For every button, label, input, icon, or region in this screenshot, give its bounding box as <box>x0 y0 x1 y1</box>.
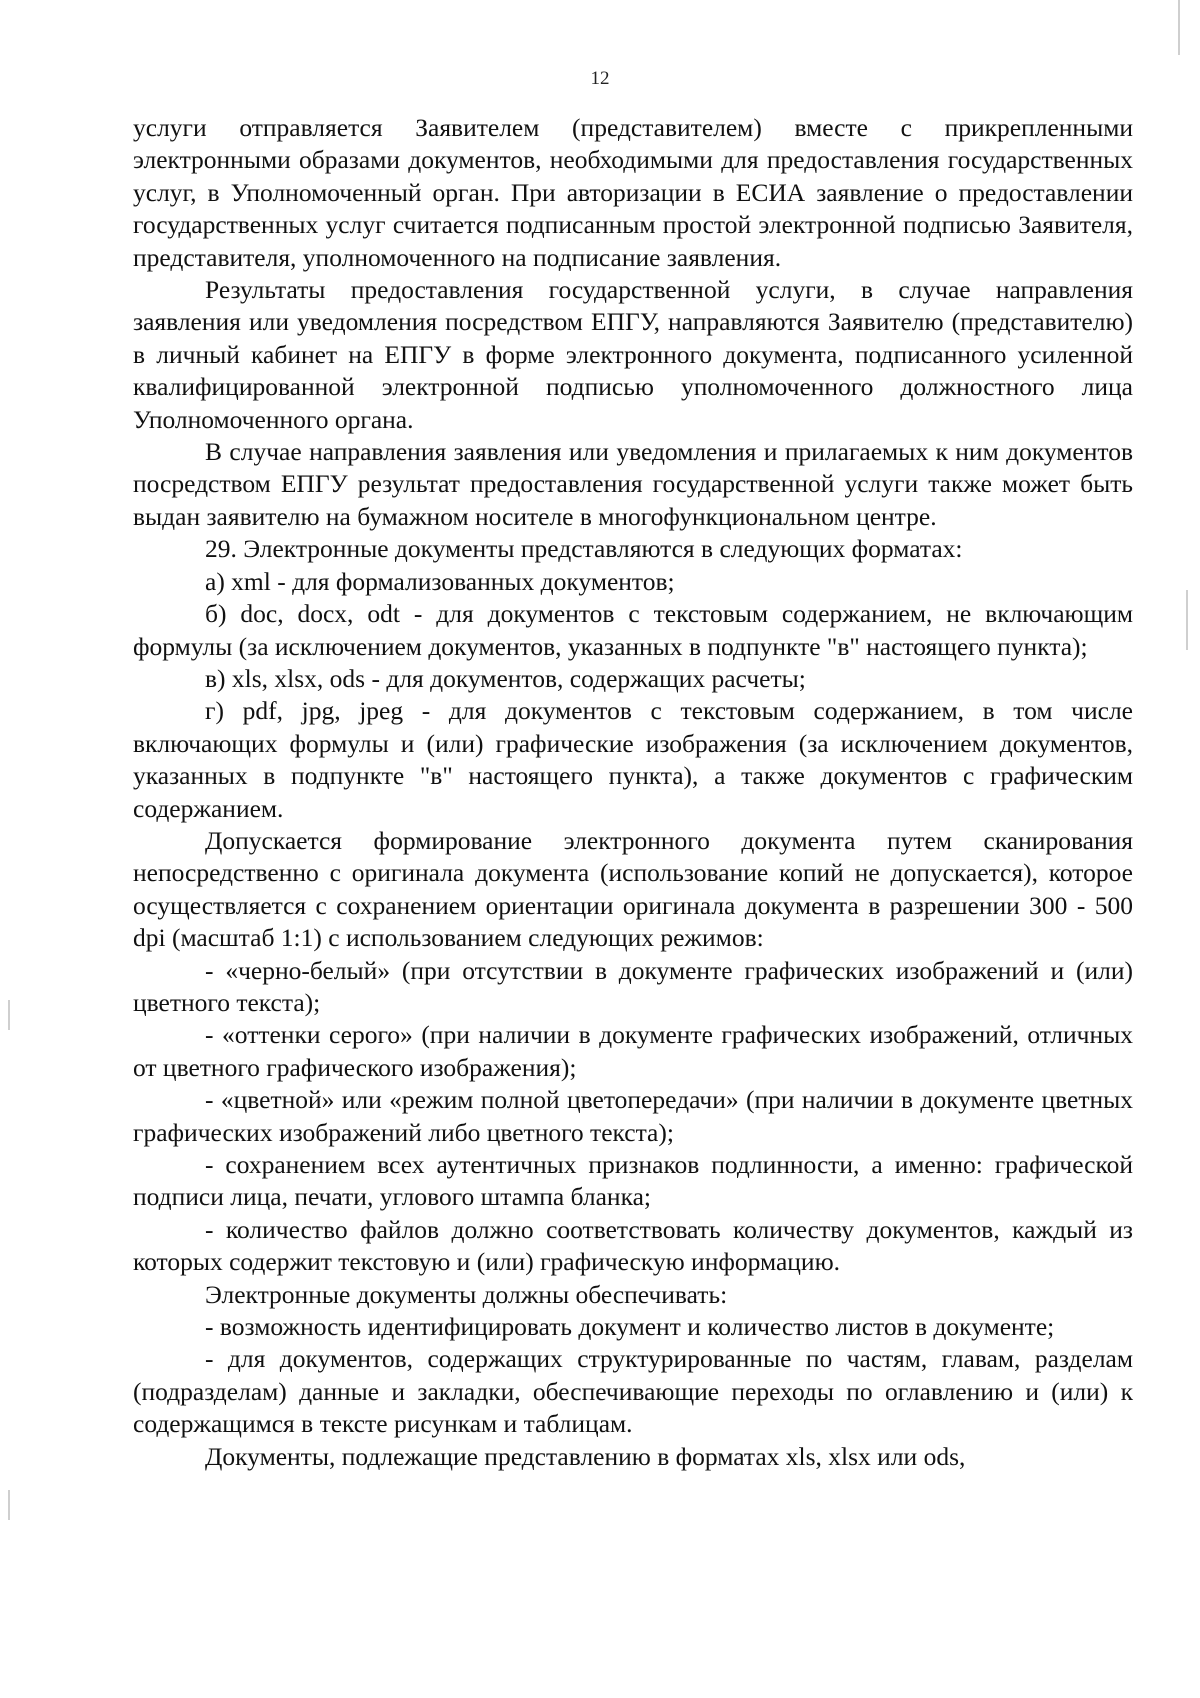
paragraph: В случае направления заявления или уведомления и прилагаемых к ним документов посредством ЕПГУ результат предоставления государственной услуги также может быть выдан заявителю на бумажном носителе в многофункциональном центре. <box>133 437 1133 531</box>
list-item: а) xml - для формализованных документов; <box>205 566 675 596</box>
scan-edge-mark <box>1178 0 1180 55</box>
paragraph: Допускается формирование электронного документа путем сканирования непосредственно с оригинала документа (использование копий не допускается), которое осуществляется с сохранением ориентации оригинала документа в разрешении 300 - 500 dpi (масштаб 1:1) с использованием следующих режимов: <box>133 825 1133 953</box>
list-item: в) xls, xlsx, ods - для документов, содержащих расчеты; <box>205 663 806 693</box>
paragraph: Документы, подлежащие представлению в форматах xls, xlsx или ods, <box>205 1441 966 1471</box>
paragraph: услуги отправляется Заявителем (представителем) вместе с прикрепленными электронными образами документов, необходимыми для предоставления государственных услуг, в Уполномоченный орган. При авторизации в ЕСИА заявление о предоставлении государственных услуг считается подписанным простой электронной подписью Заявителя, представителя, уполномоченного на подписание заявления. <box>133 113 1133 272</box>
paragraph: Результаты предоставления государственной услуги, в случае направления заявления или уведомления посредством ЕПГУ, направляются Заявителю (представителю) в личный кабинет на ЕПГУ в форме электронного документа, подписанного усиленной квалифицированной электронной подписью уполномоченного должностного лица Уполномоченного органа. <box>133 275 1133 434</box>
list-item: б) doc, docx, odt - для документов с текстовым содержанием, не включающим формулы (за исключением документов, указанных в подпункте "в" настоящего пункта); <box>133 599 1133 661</box>
scan-edge-mark <box>8 1490 10 1520</box>
list-item: - «цветной» или «режим полной цветопередачи» (при наличии в документе цветных графических изображений либо цветного текста); <box>133 1085 1133 1147</box>
list-item: - для документов, содержащих структурированные по частям, главам, разделам (подразделам) данные и закладки, обеспечивающие переходы по оглавлению и (или) к содержащимся в тексте рисункам и таблицам. <box>133 1344 1133 1439</box>
paragraph: Электронные документы должны обеспечивать: <box>205 1279 728 1309</box>
page-number: 12 <box>590 68 610 89</box>
paragraph: 29. Электронные документы представляются в следующих форматах: <box>205 534 963 564</box>
list-item: - количество файлов должно соответствовать количеству документов, каждый из которых содержит текстовую и (или) графическую информацию. <box>133 1214 1133 1277</box>
list-item: - возможность идентифицировать документ и количество листов в документе; <box>205 1312 1055 1342</box>
list-item: г) pdf, jpg, jpeg - для документов с текстовым содержанием, в том числе включающих формулы и (или) графические изображения (за исключением документов, указанных в подпункте "в" настоящего пункта), а также документов с графическим содержанием. <box>133 696 1133 823</box>
list-item: - сохранением всех аутентичных признаков подлинности, а именно: графической подписи лица, печати, углового штампа бланка; <box>133 1150 1133 1212</box>
scan-edge-mark <box>8 1000 10 1030</box>
list-item: - «оттенки серого» (при наличии в документе графических изображений, отличных от цветного графического изображения); <box>133 1020 1133 1082</box>
list-item: - «черно-белый» (при отсутствии в документе графических изображений и (или) цветного текста); <box>133 955 1133 1017</box>
scan-edge-mark <box>1186 590 1188 650</box>
document-body <box>133 112 1133 1473</box>
